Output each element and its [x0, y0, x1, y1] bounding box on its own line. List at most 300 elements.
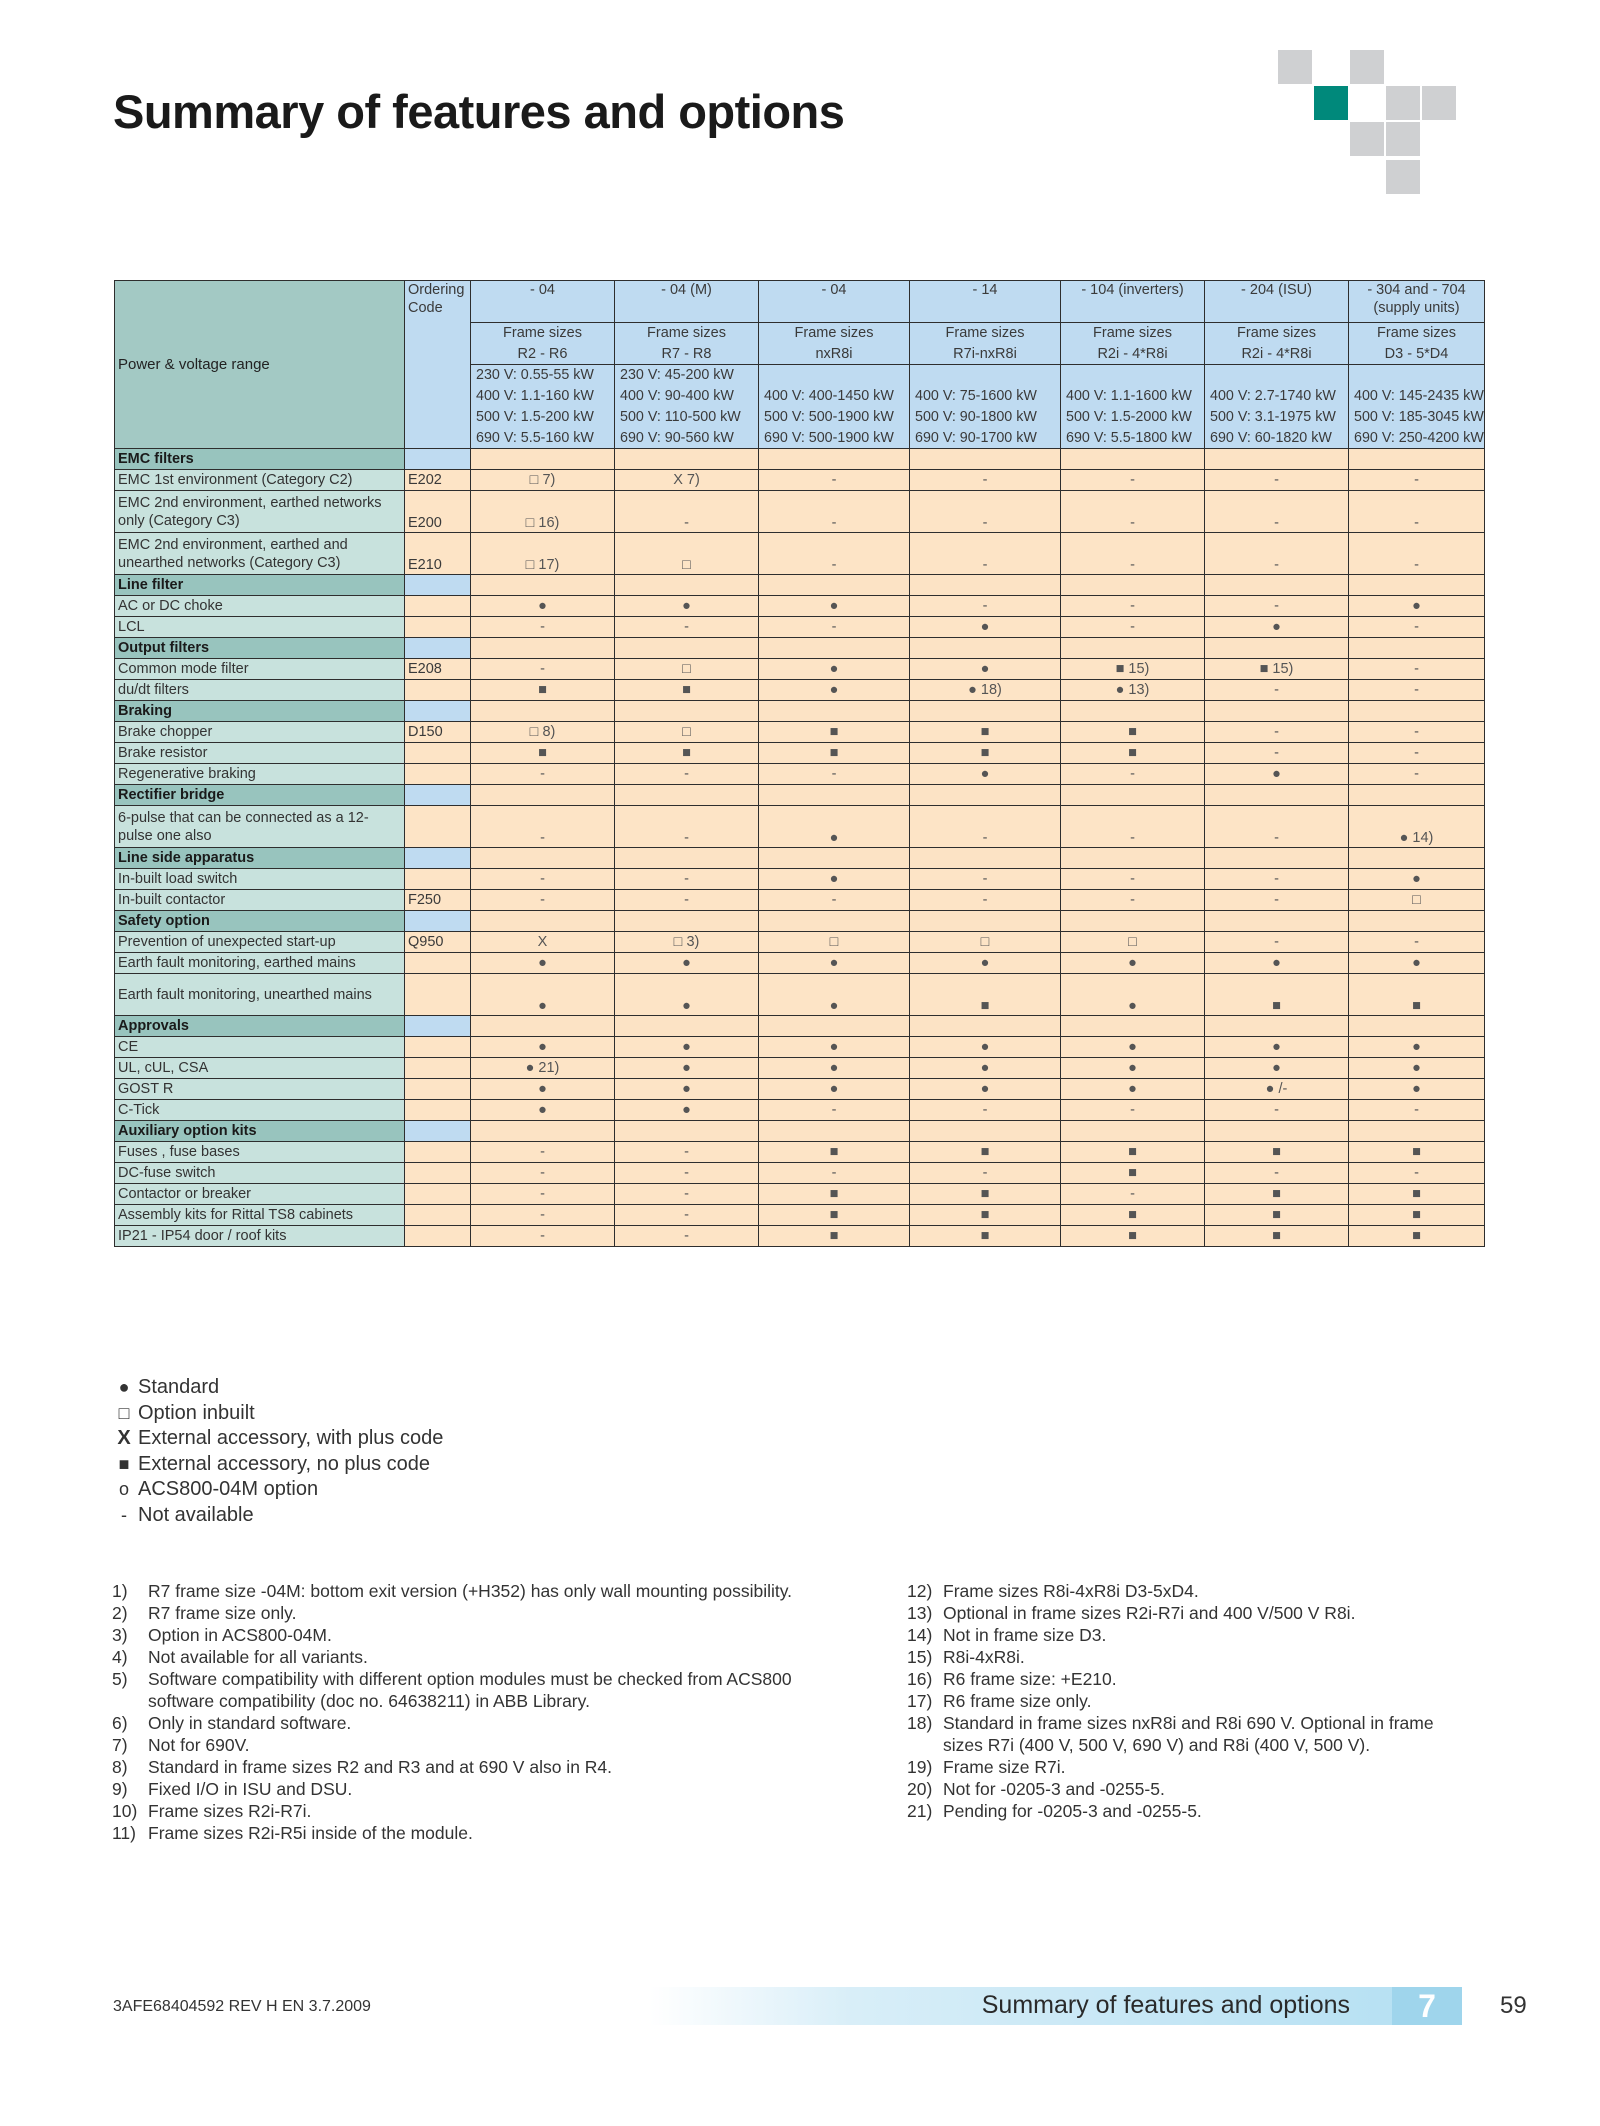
column-kw-range [1061, 365, 1205, 386]
footnote [907, 1580, 1467, 1602]
section-empty-cell [471, 449, 615, 470]
feature-value: ● [759, 1079, 910, 1100]
section-empty-cell [615, 1016, 759, 1037]
feature-label: Prevention of unexpected start-up [115, 932, 405, 953]
legend-symbol: X [117, 1427, 131, 1450]
column-kw-range: 400 V: 75-1600 kW [910, 386, 1061, 407]
feature-value: ■ [1349, 1205, 1485, 1226]
section-empty-cell [759, 911, 910, 932]
feature-value: ■ [1061, 743, 1205, 764]
feature-value: - [1349, 1100, 1485, 1121]
feature-row [115, 890, 1485, 911]
section-label: Line filter [115, 575, 405, 596]
feature-row [115, 533, 1485, 575]
feature-label: DC-fuse switch [115, 1163, 405, 1184]
footnote-number: 6) [112, 1713, 128, 1733]
feature-value: ■ [759, 1142, 910, 1163]
section-empty-cell [1349, 638, 1485, 659]
footnote-number: 4) [112, 1647, 128, 1667]
feature-value: - [1349, 491, 1485, 533]
section-empty-cell [471, 701, 615, 722]
section-row [115, 848, 1485, 869]
feature-value: ■ [759, 1184, 910, 1205]
feature-value: - [1349, 617, 1485, 638]
section-empty-cell [615, 848, 759, 869]
section-empty-cell [1205, 1121, 1349, 1142]
ordering-code [405, 1142, 471, 1163]
section-label: EMC filters [115, 449, 405, 470]
footnote-number: 3) [112, 1625, 128, 1645]
section-empty-cell [1349, 701, 1485, 722]
footnote [112, 1580, 832, 1602]
feature-label: du/dt filters [115, 680, 405, 701]
section-empty-cell [471, 1016, 615, 1037]
section-empty-cell [1061, 1121, 1205, 1142]
feature-row [115, 1037, 1485, 1058]
column-kw-range: 690 V: 500-1900 kW [759, 428, 910, 449]
feature-value: - [1205, 491, 1349, 533]
column-kw-range: 690 V: 90-560 kW [615, 428, 759, 449]
column-frame-size: nxR8i [759, 344, 910, 365]
legend-symbol: □ [118, 1402, 130, 1423]
footnote-text: R6 frame size only. [943, 1691, 1092, 1711]
feature-value: ● [910, 659, 1061, 680]
footnote-number: 20) [907, 1779, 933, 1799]
feature-value: - [1349, 764, 1485, 785]
footnote [112, 1602, 832, 1624]
feature-value: ■ [1205, 1184, 1349, 1205]
feature-value: ● [1349, 1058, 1485, 1079]
legend-text: External accessory, no plus code [138, 1452, 431, 1475]
feature-value: ■ [1205, 1226, 1349, 1247]
footnote-number: 2) [112, 1603, 128, 1623]
feature-value: X [471, 932, 615, 953]
feature-value: ■ [759, 722, 910, 743]
section-empty-cell [910, 575, 1061, 596]
column-kw-range: 400 V: 90-400 kW [615, 386, 759, 407]
feature-value: ● [1061, 953, 1205, 974]
column-variant: - 304 and - 704 (supply units) [1349, 281, 1485, 323]
feature-value: ● [759, 680, 910, 701]
footnote-text: Frame size R7i. [943, 1757, 1066, 1777]
feature-value: - [1205, 869, 1349, 890]
ordering-code [405, 764, 471, 785]
feature-value: ● 14) [1349, 806, 1485, 848]
section-empty-cell [759, 575, 910, 596]
feature-row [115, 869, 1485, 890]
feature-label: IP21 - IP54 door / roof kits [115, 1226, 405, 1247]
feature-value: - [1061, 533, 1205, 575]
feature-label: Earth fault monitoring, earthed mains [115, 953, 405, 974]
column-kw-range: 690 V: 90-1700 kW [910, 428, 1061, 449]
feature-label: Fuses , fuse bases [115, 1142, 405, 1163]
footnote-text: Frame sizes R2i-R5i inside of the module. [148, 1823, 473, 1843]
feature-value: - [471, 659, 615, 680]
feature-row [115, 806, 1485, 848]
feature-row [115, 659, 1485, 680]
column-kw-range: 500 V: 90-1800 kW [910, 407, 1061, 428]
ordering-code [405, 743, 471, 764]
feature-row [115, 974, 1485, 1016]
section-label: Auxiliary option kits [115, 1121, 405, 1142]
feature-value: □ 17) [471, 533, 615, 575]
feature-value: - [615, 1184, 759, 1205]
section-empty-cell [1349, 785, 1485, 806]
feature-value: □ 7) [471, 470, 615, 491]
ordering-code [405, 1205, 471, 1226]
feature-value: - [1349, 680, 1485, 701]
feature-value: - [471, 1205, 615, 1226]
section-empty-cell [759, 785, 910, 806]
feature-value: - [615, 1163, 759, 1184]
feature-value: - [1061, 596, 1205, 617]
feature-value: ■ [910, 722, 1061, 743]
column-kw-range: 690 V: 5.5-160 kW [471, 428, 615, 449]
feature-value: - [615, 806, 759, 848]
section-empty-cell [910, 638, 1061, 659]
section-empty-cell [759, 701, 910, 722]
legend-item [110, 1477, 443, 1503]
section-code-cell [405, 785, 471, 806]
footnote-text: Option in ACS800-04M. [148, 1625, 332, 1645]
column-kw-range: 500 V: 500-1900 kW [759, 407, 910, 428]
feature-value: □ [615, 722, 759, 743]
section-empty-cell [1349, 911, 1485, 932]
column-kw-range: 500 V: 185-3045 kW [1349, 407, 1485, 428]
feature-value: ■ [615, 743, 759, 764]
header-row-variant [115, 281, 1485, 323]
section-empty-cell [1349, 449, 1485, 470]
section-empty-cell [910, 1121, 1061, 1142]
feature-value: ■ [471, 743, 615, 764]
ordering-code [405, 1100, 471, 1121]
feature-row [115, 1184, 1485, 1205]
feature-value: - [471, 1226, 615, 1247]
feature-value: - [615, 491, 759, 533]
column-kw-range [759, 365, 910, 386]
feature-row [115, 764, 1485, 785]
feature-value: - [1061, 1100, 1205, 1121]
section-row [115, 575, 1485, 596]
feature-value: - [1205, 722, 1349, 743]
legend [110, 1375, 443, 1528]
feature-value: - [1205, 533, 1349, 575]
feature-value: - [1205, 596, 1349, 617]
feature-label: Assembly kits for Rittal TS8 cabinets [115, 1205, 405, 1226]
footnote [112, 1668, 832, 1712]
feature-value: - [471, 1184, 615, 1205]
legend-item [110, 1426, 443, 1452]
feature-row [115, 617, 1485, 638]
column-kw-range: 690 V: 60-1820 kW [1205, 428, 1349, 449]
feature-value: - [471, 764, 615, 785]
feature-value: ● [1205, 1058, 1349, 1079]
feature-value: ● [759, 869, 910, 890]
feature-value: ● [759, 1037, 910, 1058]
section-label: Line side apparatus [115, 848, 405, 869]
column-frame-label: Frame sizes [1205, 323, 1349, 344]
feature-value: □ [759, 932, 910, 953]
footnote-text: Software compatibility with different option modules must be checked from ACS800 software compatibility (doc no. 64638211) in ABB Library. [148, 1669, 792, 1711]
section-empty-cell [615, 575, 759, 596]
section-empty-cell [1349, 575, 1485, 596]
section-empty-cell [1205, 449, 1349, 470]
section-empty-cell [1205, 785, 1349, 806]
feature-value: ■ [1349, 1184, 1485, 1205]
column-kw-range: 230 V: 0.55-55 kW [471, 365, 615, 386]
footnote [907, 1800, 1467, 1822]
legend-item [110, 1375, 443, 1401]
ordering-code [405, 596, 471, 617]
section-empty-cell [1205, 575, 1349, 596]
feature-value: ● [759, 806, 910, 848]
feature-value: ■ [615, 680, 759, 701]
footnote-text: Only in standard software. [148, 1713, 352, 1733]
feature-label: LCL [115, 617, 405, 638]
footnote-number: 12) [907, 1581, 933, 1601]
column-frame-size: R2i - 4*R8i [1205, 344, 1349, 365]
footnotes-right [907, 1580, 1467, 1822]
footnote [907, 1624, 1467, 1646]
column-kw-range: 500 V: 3.1-1975 kW [1205, 407, 1349, 428]
footnote [112, 1624, 832, 1646]
feature-value: ● [615, 1037, 759, 1058]
document-id: 3AFE68404592 REV H EN 3.7.2009 [113, 1998, 371, 2015]
ordering-code [405, 1037, 471, 1058]
section-label: Approvals [115, 1016, 405, 1037]
feature-value: ● [1205, 953, 1349, 974]
column-kw-range: 400 V: 400-1450 kW [759, 386, 910, 407]
ordering-code: F250 [405, 890, 471, 911]
feature-value: ● [1349, 869, 1485, 890]
legend-item [110, 1401, 443, 1427]
feature-value: ● 13) [1061, 680, 1205, 701]
feature-value: ■ [1205, 974, 1349, 1016]
feature-value: ● [1061, 1058, 1205, 1079]
feature-row [115, 1079, 1485, 1100]
column-frame-size: R7i-nxR8i [910, 344, 1061, 365]
feature-value: ● 18) [910, 680, 1061, 701]
ordering-code: E200 [405, 491, 471, 533]
ordering-code [405, 680, 471, 701]
footnote-text: Fixed I/O in ISU and DSU. [148, 1779, 353, 1799]
feature-value: - [1205, 743, 1349, 764]
feature-value: - [759, 533, 910, 575]
section-empty-cell [1205, 911, 1349, 932]
footnote-text: Not available for all variants. [148, 1647, 368, 1667]
section-row [115, 785, 1485, 806]
feature-value: □ 16) [471, 491, 615, 533]
feature-value: □ [615, 659, 759, 680]
footnote-text: R6 frame size: +E210. [943, 1669, 1117, 1689]
feature-value: ● [1205, 764, 1349, 785]
feature-value: ● [471, 974, 615, 1016]
feature-value: - [471, 869, 615, 890]
footnote-text: R7 frame size -04M: bottom exit version (+H352) has only wall mounting possibility. [148, 1581, 793, 1601]
footnote-number: 1) [112, 1581, 128, 1601]
footnote-number: 7) [112, 1735, 128, 1755]
section-empty-cell [1061, 701, 1205, 722]
power-voltage-range-label: Power & voltage range [115, 281, 405, 449]
feature-value: □ 8) [471, 722, 615, 743]
column-kw-range [910, 365, 1061, 386]
feature-value: - [1205, 470, 1349, 491]
feature-value: ● [759, 659, 910, 680]
section-empty-cell [910, 1016, 1061, 1037]
feature-value: ● [759, 596, 910, 617]
section-code-cell [405, 1121, 471, 1142]
feature-value: - [1205, 890, 1349, 911]
section-empty-cell [615, 785, 759, 806]
legend-item [110, 1452, 443, 1478]
feature-value: - [1061, 617, 1205, 638]
feature-value: ● [1349, 1037, 1485, 1058]
column-kw-range: 500 V: 110-500 kW [615, 407, 759, 428]
column-kw-range [1205, 365, 1349, 386]
feature-value: - [1205, 1163, 1349, 1184]
section-empty-cell [759, 1016, 910, 1037]
footnote-number: 18) [907, 1713, 933, 1733]
feature-value: ● [471, 1037, 615, 1058]
section-row [115, 911, 1485, 932]
footnote-text: Standard in frame sizes nxR8i and R8i 690 V. Optional in frame sizes R7i (400 V, 500 V, 690 V) and R8i (400 V, 500 V). [943, 1713, 1434, 1755]
section-empty-cell [759, 449, 910, 470]
feature-value: ■ 15) [1061, 659, 1205, 680]
feature-value: - [1205, 1100, 1349, 1121]
feature-label: EMC 2nd environment, earthed and unearthed networks (Category C3) [115, 533, 405, 575]
feature-row [115, 596, 1485, 617]
section-empty-cell [1205, 848, 1349, 869]
feature-value: ● [1349, 1079, 1485, 1100]
feature-value: - [1061, 1184, 1205, 1205]
feature-label: EMC 1st environment (Category C2) [115, 470, 405, 491]
section-empty-cell [615, 911, 759, 932]
feature-value: - [1205, 680, 1349, 701]
feature-value: ● [615, 1058, 759, 1079]
brand-logo [1278, 50, 1463, 200]
feature-value: - [759, 764, 910, 785]
section-empty-cell [759, 848, 910, 869]
section-code-cell [405, 575, 471, 596]
feature-value: - [1205, 932, 1349, 953]
section-empty-cell [615, 449, 759, 470]
feature-value: - [615, 869, 759, 890]
feature-label: Earth fault monitoring, unearthed mains [115, 974, 405, 1016]
section-empty-cell [910, 785, 1061, 806]
features-table [114, 280, 1485, 1247]
legend-symbol: - [121, 1504, 127, 1525]
footnote [112, 1646, 832, 1668]
footnote-text: R8i-4xR8i. [943, 1647, 1025, 1667]
feature-row [115, 680, 1485, 701]
section-row [115, 1121, 1485, 1142]
feature-value: - [1061, 806, 1205, 848]
feature-label: AC or DC choke [115, 596, 405, 617]
footnote-number: 15) [907, 1647, 933, 1667]
feature-value: ■ [759, 1205, 910, 1226]
column-kw-range: 400 V: 145-2435 kW [1349, 386, 1485, 407]
feature-value: ● [471, 1079, 615, 1100]
column-variant: - 04 [759, 281, 910, 323]
feature-value: - [910, 596, 1061, 617]
feature-row [115, 1100, 1485, 1121]
column-kw-range: 500 V: 1.5-2000 kW [1061, 407, 1205, 428]
feature-value: ● [1061, 974, 1205, 1016]
feature-value: - [759, 470, 910, 491]
section-empty-cell [471, 785, 615, 806]
feature-value: - [759, 617, 910, 638]
column-frame-label: Frame sizes [1061, 323, 1205, 344]
footnote-number: 14) [907, 1625, 933, 1645]
ordering-code [405, 869, 471, 890]
section-empty-cell [1061, 785, 1205, 806]
feature-value: - [1349, 659, 1485, 680]
ordering-code [405, 617, 471, 638]
feature-value: □ [1061, 932, 1205, 953]
feature-value: - [1061, 491, 1205, 533]
section-row [115, 449, 1485, 470]
legend-symbol: ■ [118, 1453, 130, 1474]
feature-value: ■ [1061, 1142, 1205, 1163]
feature-value: ■ [1205, 1142, 1349, 1163]
section-empty-cell [471, 575, 615, 596]
feature-value: - [1349, 743, 1485, 764]
feature-value: ■ [910, 974, 1061, 1016]
feature-value: - [471, 617, 615, 638]
footnote [907, 1756, 1467, 1778]
feature-value: X 7) [615, 470, 759, 491]
footnote [907, 1668, 1467, 1690]
section-empty-cell [471, 1121, 615, 1142]
ordering-code: E210 [405, 533, 471, 575]
footnote [907, 1602, 1467, 1624]
footnote-number: 19) [907, 1757, 933, 1777]
feature-value: ● /- [1205, 1079, 1349, 1100]
feature-value: - [910, 470, 1061, 491]
footnote [907, 1690, 1467, 1712]
footnote-number: 17) [907, 1691, 933, 1711]
footer-bar [650, 1987, 1462, 2025]
feature-value: - [759, 890, 910, 911]
section-empty-cell [615, 701, 759, 722]
feature-value: - [1349, 722, 1485, 743]
column-frame-label: Frame sizes [615, 323, 759, 344]
feature-value: ■ [910, 1205, 1061, 1226]
section-empty-cell [1061, 1016, 1205, 1037]
ordering-code [405, 953, 471, 974]
feature-value: ■ [759, 1226, 910, 1247]
feature-value: - [615, 764, 759, 785]
feature-value: ● [910, 764, 1061, 785]
footer-title: Summary of features and options [981, 1991, 1350, 2019]
feature-label: C-Tick [115, 1100, 405, 1121]
section-empty-cell [1349, 1016, 1485, 1037]
feature-value: - [910, 1100, 1061, 1121]
feature-row [115, 1058, 1485, 1079]
section-code-cell [405, 701, 471, 722]
feature-value: ■ [1349, 974, 1485, 1016]
feature-label: CE [115, 1037, 405, 1058]
column-frame-size: R2i - 4*R8i [1061, 344, 1205, 365]
section-label: Rectifier bridge [115, 785, 405, 806]
column-kw-range: 230 V: 45-200 kW [615, 365, 759, 386]
section-label: Safety option [115, 911, 405, 932]
feature-value: ■ [1061, 1205, 1205, 1226]
feature-value: - [910, 491, 1061, 533]
column-kw-range: 400 V: 1.1-160 kW [471, 386, 615, 407]
footnote [112, 1800, 832, 1822]
feature-value: ■ [1061, 1163, 1205, 1184]
